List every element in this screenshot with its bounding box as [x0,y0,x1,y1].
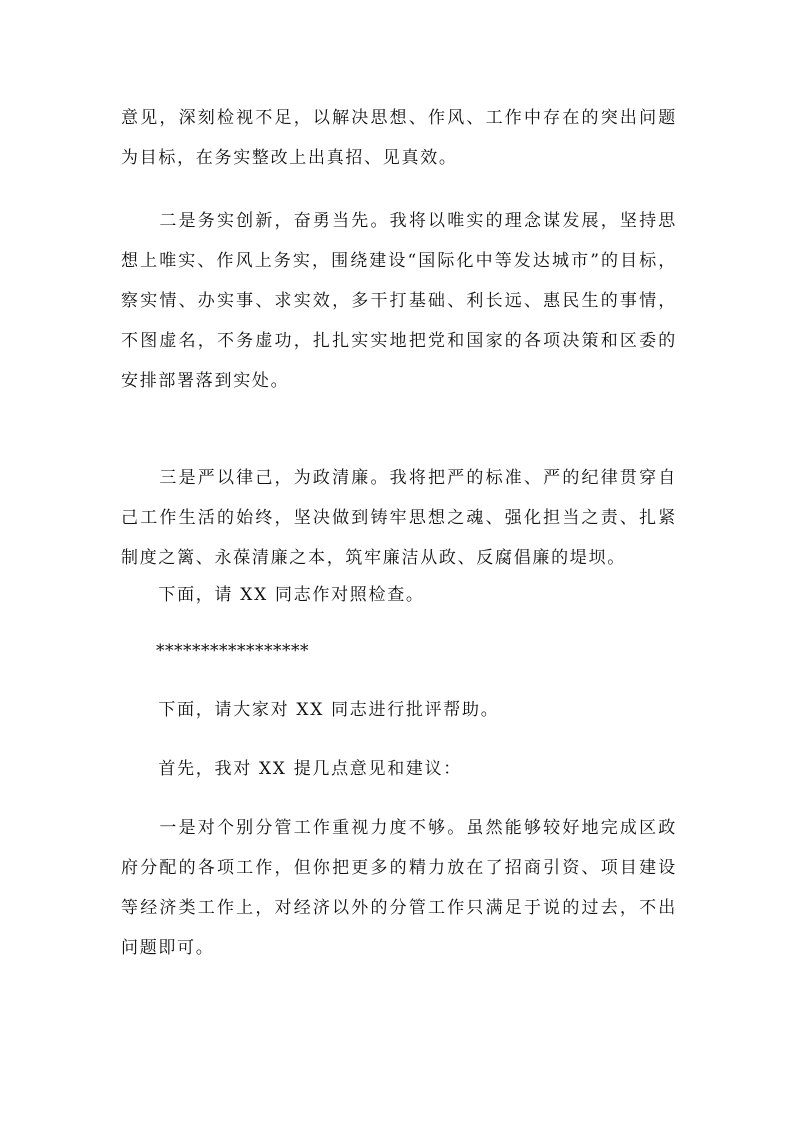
paragraph-continuation: 意见，深刻检视不足，以解决思想、作风、工作中存在的突出问题为目标，在务实整改上出真招、见真效。 [121,108,677,168]
paragraph-pragmatic-innovation: 二是务实创新，奋勇当先。我将以唯实的理念谋发展，坚持思想上唯实、作风上务实，围绕建设“国际化中等发达城市”的目标，察实情、办实事、求实效，多干打基础、利长远、惠民生的事情，不图虚名，不务虚功，扎扎实实地把党和国家的各项决策和区委的安排部署落到实处。 [121,211,677,391]
paragraph-criticism-call: 下面，请大家对 XX 同志进行批评帮助。 [121,700,500,720]
paragraph-self-discipline: 三是严以律己，为政清廉。我将把严的标准、严的纪律贯穿自己工作生活的始终，坚决做到铸牢思想之魂、强化担当之责、扎紧制度之篱、永葆清廉之本，筑牢廉洁从政、反腐倡廉的堤坝。 [121,468,677,568]
paragraph-first-suggestion: 一是对个别分管工作重视力度不够。虽然能够较好地完成区政府分配的各项工作，但你把更多的精力放在了招商引资、项目建设等经济类工作上，对经济以外的分管工作只满足于说的过去，不出问题即可。 [121,818,677,958]
paragraph-suggestions-intro: 首先，我对 XX 提几点意见和建议： [121,759,463,779]
paragraph-self-examination-call: 下面，请 XX 同志作对照检查。 [121,585,425,605]
section-separator: ***************** [121,641,309,661]
